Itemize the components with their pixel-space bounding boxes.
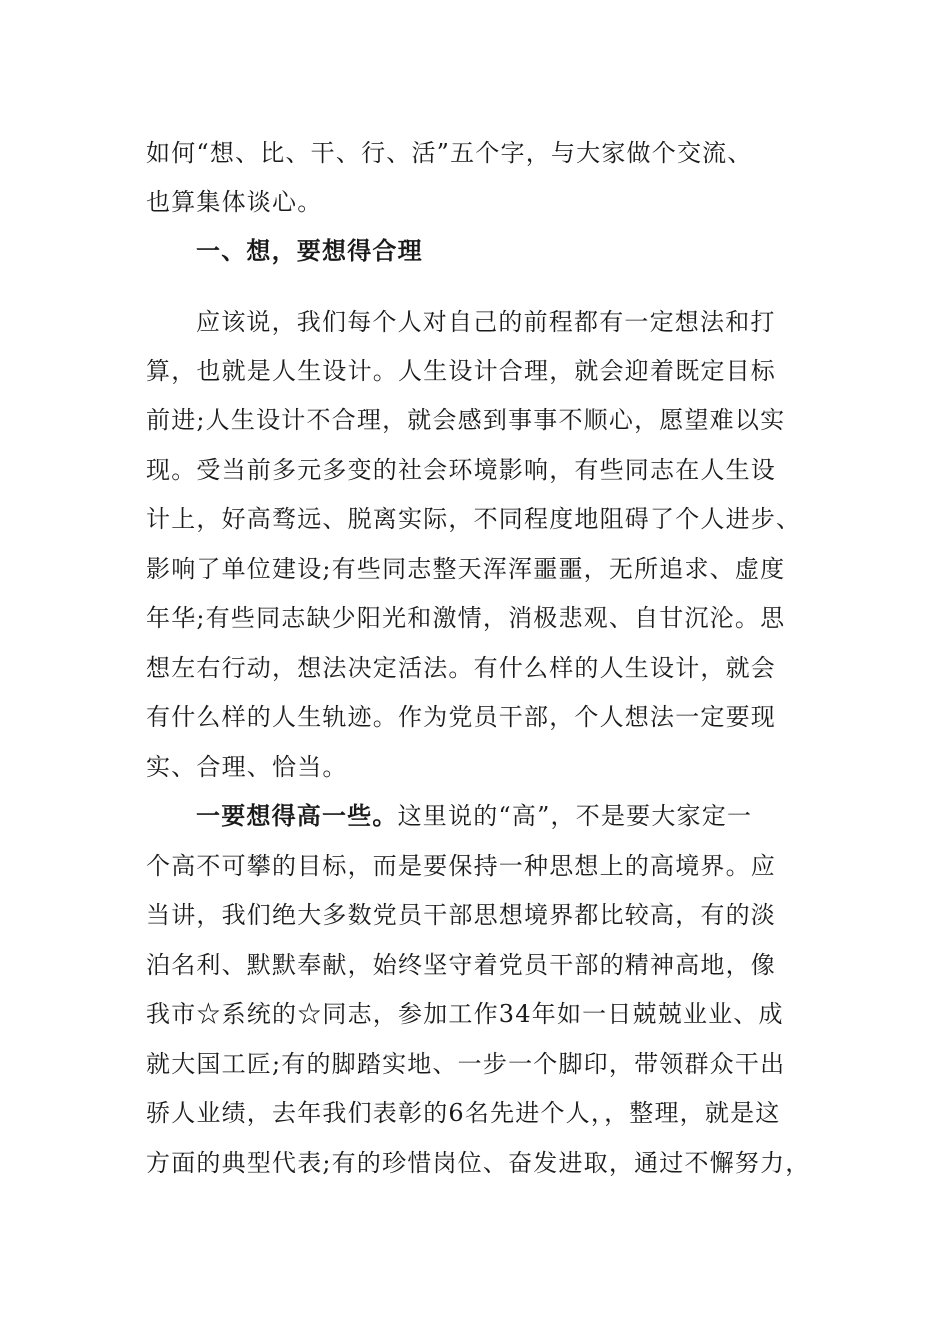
- paragraph-lead-rest: 这里说的“高”，不是要大家定一: [397, 802, 753, 830]
- text-line: 如何“想、比、干、行、活”五个字，与大家做个交流、: [146, 139, 753, 167]
- paragraph-lead-bold: 一要想得高一些。: [196, 801, 398, 830]
- paragraph-line-lead: [196, 801, 752, 831]
- text-line: 我市☆系统的☆同志，参加工作34年如一日兢兢业业、成: [146, 1000, 784, 1028]
- text-line: 就大国工匠;有的脚踏实地、一步一个脚印，带领群众干出: [146, 1050, 786, 1078]
- text-line: 计上，好高骛远、脱离实际，不同程度地阻碍了个人进步、: [146, 505, 802, 533]
- text-line: 骄人业绩，去年我们表彰的6名先进个人，，整理，就是这: [146, 1099, 781, 1127]
- text-line: 想左右行动，想法决定活法。有什么样的人生设计，就会: [146, 654, 776, 682]
- text-line: 实、合理、恰当。: [146, 753, 348, 781]
- text-line: 影响了单位建设;有些同志整天浑浑噩噩，无所追求、虚度: [146, 555, 786, 583]
- text-line: 年华;有些同志缺少阳光和激情，消极悲观、自甘沉沦。思: [146, 604, 786, 632]
- text-line: 当讲，我们绝大多数党员干部思想境界都比较高，有的淡: [146, 901, 776, 929]
- text-line: 有什么样的人生轨迹。作为党员干部，个人想法一定要现: [146, 703, 776, 731]
- text-line: 泊名利、默默奉献，始终坚守着党员干部的精神高地，像: [146, 951, 776, 979]
- text-line: 应该说，我们每个人对自己的前程都有一定想法和打: [196, 308, 776, 336]
- text-line: 个高不可攀的目标，而是要保持一种思想上的高境界。应: [146, 852, 776, 880]
- text-line: 现。受当前多元多变的社会环境影响，有些同志在人生设: [146, 456, 776, 484]
- text-line: 前进;人生设计不合理，就会感到事事不顺心，愿望难以实: [146, 406, 786, 434]
- text-line: 算，也就是人生设计。人生设计合理，就会迎着既定目标: [146, 357, 776, 385]
- text-line: 方面的典型代表;有的珍惜岗位、奋发进取，通过不懈努力，: [146, 1149, 811, 1177]
- text-line: 也算集体谈心。: [146, 188, 323, 216]
- section-heading: 一、想，要想得合理: [196, 236, 423, 265]
